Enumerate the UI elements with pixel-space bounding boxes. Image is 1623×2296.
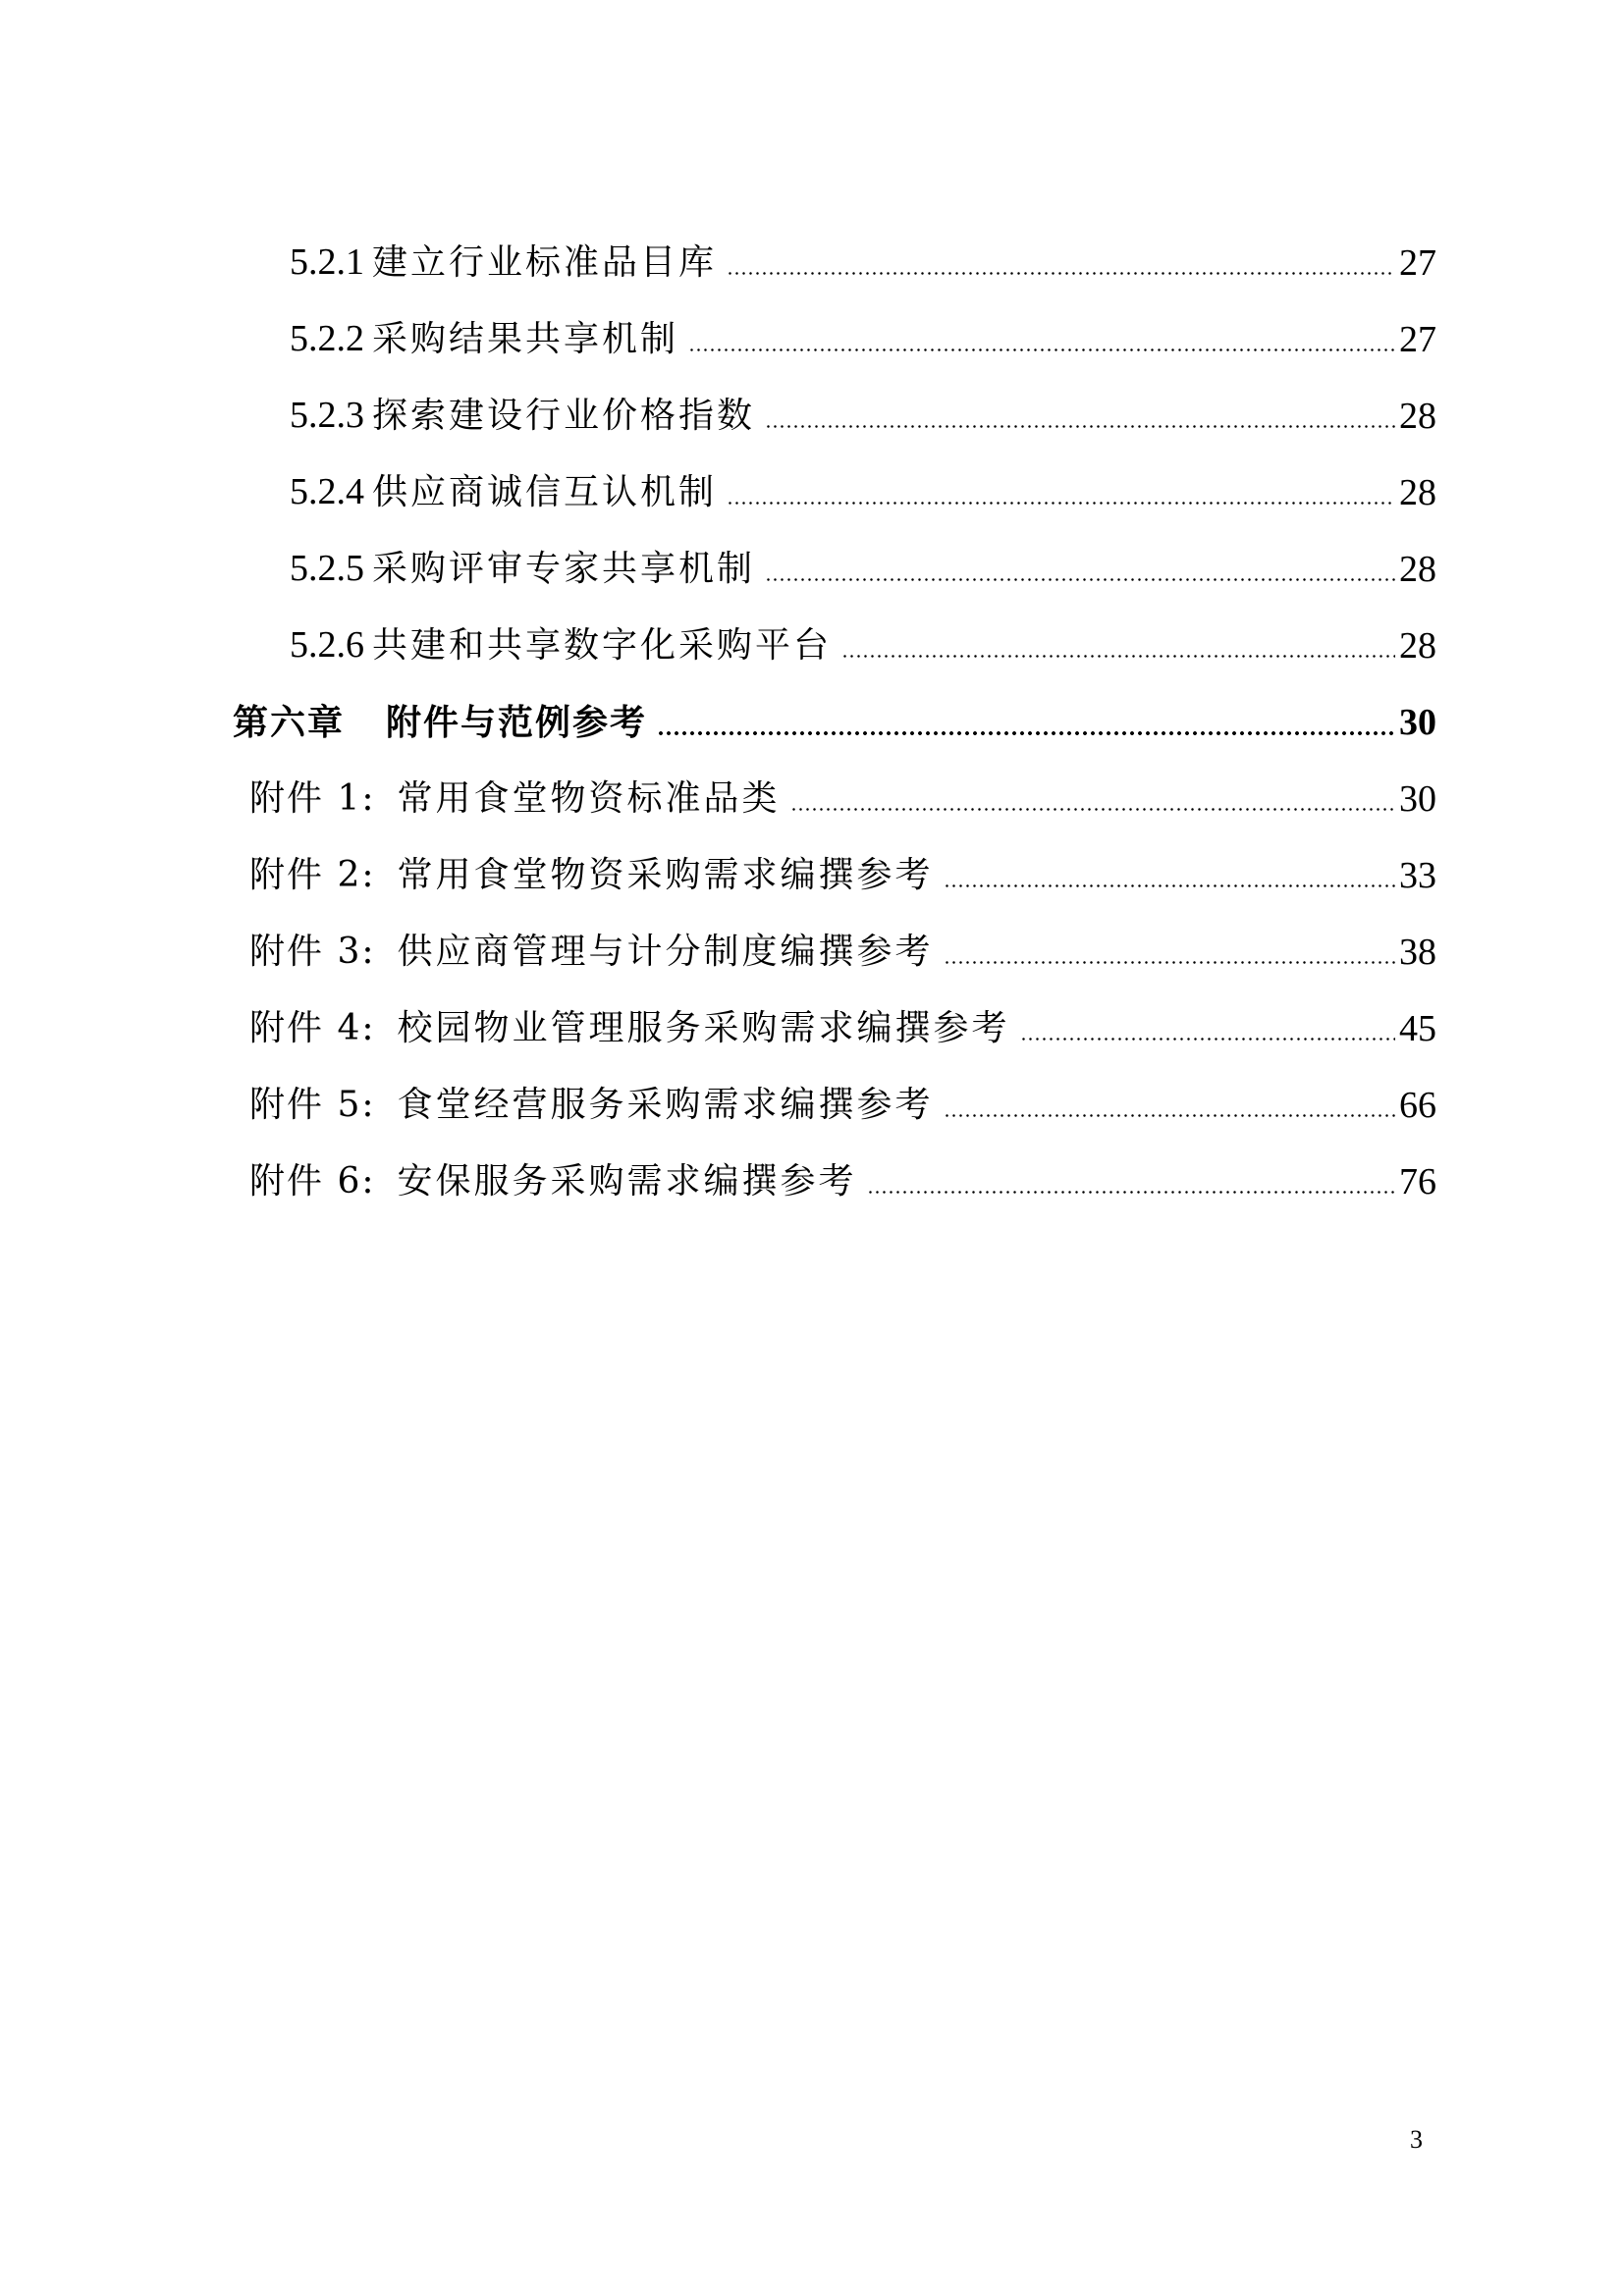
toc-page-number: 33 [1399, 855, 1436, 896]
toc-entry-appendix-5[interactable] [249, 1081, 1436, 1130]
toc-entry-text: 采购结果共享机制 [372, 319, 679, 359]
toc-entry-appendix-1[interactable] [249, 774, 1436, 824]
toc-entry-text: 常用食堂物资采购需求编撰参考 [397, 855, 934, 895]
toc-page-number: 27 [1399, 242, 1436, 284]
dot-leader [1020, 1004, 1396, 1053]
toc-page-number: 45 [1399, 1008, 1436, 1049]
dot-leader [867, 1157, 1396, 1206]
dot-leader [790, 774, 1396, 824]
toc-entry-5-2-5[interactable] [290, 545, 1436, 594]
toc-entry-title [249, 851, 934, 900]
toc-appendix-number: 附件 3: [249, 932, 376, 972]
toc-entry-title [249, 1004, 1010, 1053]
toc-entry-5-2-3[interactable] [290, 392, 1436, 441]
toc-page-number: 76 [1399, 1161, 1436, 1202]
toc-entry-text: 共建和共享数字化采购平台 [372, 625, 833, 666]
dot-leader [727, 468, 1395, 517]
toc-appendix-number: 附件 4: [249, 1008, 376, 1048]
toc-appendix-number: 附件 6: [249, 1161, 376, 1201]
toc-entry-title [290, 544, 755, 594]
toc-entry-text: 常用食堂物资标准品类 [397, 778, 781, 819]
dot-leader [944, 851, 1396, 900]
toc-entry-text: 建立行业标准品目库 [372, 242, 718, 283]
toc-appendix-number: 附件 1: [249, 778, 376, 819]
toc-section-number: 5.2.2 [290, 318, 364, 359]
toc-section-number: 5.2.6 [290, 624, 364, 666]
dot-leader [765, 545, 1395, 594]
toc-entry-text: 安保服务采购需求编撰参考 [397, 1161, 857, 1201]
toc-page-number: 28 [1399, 625, 1436, 667]
toc-page-number: 28 [1399, 549, 1436, 590]
dot-leader [841, 621, 1395, 670]
dot-leader [944, 928, 1396, 977]
toc-page-number: 30 [1399, 702, 1436, 743]
toc-entry-appendix-3[interactable] [249, 928, 1436, 977]
toc-entry-title [290, 620, 832, 670]
toc-appendix-number: 附件 5: [249, 1085, 376, 1125]
toc-entry-chapter-6[interactable] [233, 698, 1436, 747]
toc-page-number: 30 [1399, 778, 1436, 820]
toc-entry-text: 探索建设行业价格指数 [372, 396, 756, 436]
toc-section-number: 5.2.5 [290, 548, 364, 589]
toc-section-number: 5.2.1 [290, 241, 364, 283]
toc-entry-text: 采购评审专家共享机制 [372, 549, 756, 589]
toc-entry-appendix-4[interactable] [249, 1004, 1436, 1053]
toc-page-number: 38 [1399, 932, 1436, 973]
toc-chapter-title [233, 698, 647, 747]
toc-page-number: 66 [1399, 1085, 1436, 1126]
toc-entry-text: 供应商管理与计分制度编撰参考 [397, 932, 934, 972]
dot-leader [765, 392, 1395, 441]
dot-leader [727, 239, 1395, 288]
toc-entry-title [290, 314, 678, 364]
toc-section-number: 5.2.4 [290, 471, 364, 512]
toc-entry-appendix-6[interactable] [249, 1157, 1436, 1206]
toc-page-number: 28 [1399, 396, 1436, 437]
toc-page-number: 28 [1399, 472, 1436, 513]
toc-entry-title [249, 928, 934, 977]
toc-appendix-number: 附件 2: [249, 855, 376, 895]
toc-entry-title [290, 391, 755, 441]
toc-entry-title [249, 774, 781, 824]
toc-section-number: 5.2.3 [290, 395, 364, 436]
page-number: 3 [1410, 2125, 1423, 2154]
toc-chapter-text: 附件与范例参考 [386, 702, 648, 743]
toc-entry-5-2-6[interactable] [290, 621, 1436, 670]
toc-entry-title [290, 238, 717, 288]
toc-entry-text: 食堂经营服务采购需求编撰参考 [397, 1085, 934, 1125]
toc-page-number: 27 [1399, 319, 1436, 360]
toc-entry-appendix-2[interactable] [249, 851, 1436, 900]
toc-entry-title [249, 1157, 857, 1206]
toc-entry-title [249, 1081, 934, 1130]
toc-entry-text: 校园物业管理服务采购需求编撰参考 [397, 1008, 1010, 1048]
dot-leader [688, 315, 1395, 364]
dot-leader [944, 1081, 1396, 1130]
dot-leader [657, 698, 1395, 747]
toc-entry-5-2-4[interactable] [290, 468, 1436, 517]
toc-entry-5-2-1[interactable] [290, 239, 1436, 288]
toc-entry-text: 供应商诚信互认机制 [372, 472, 718, 512]
toc-entry-5-2-2[interactable] [290, 315, 1436, 364]
toc-entry-title [290, 467, 717, 517]
toc-chapter-number: 第六章 [233, 702, 346, 743]
